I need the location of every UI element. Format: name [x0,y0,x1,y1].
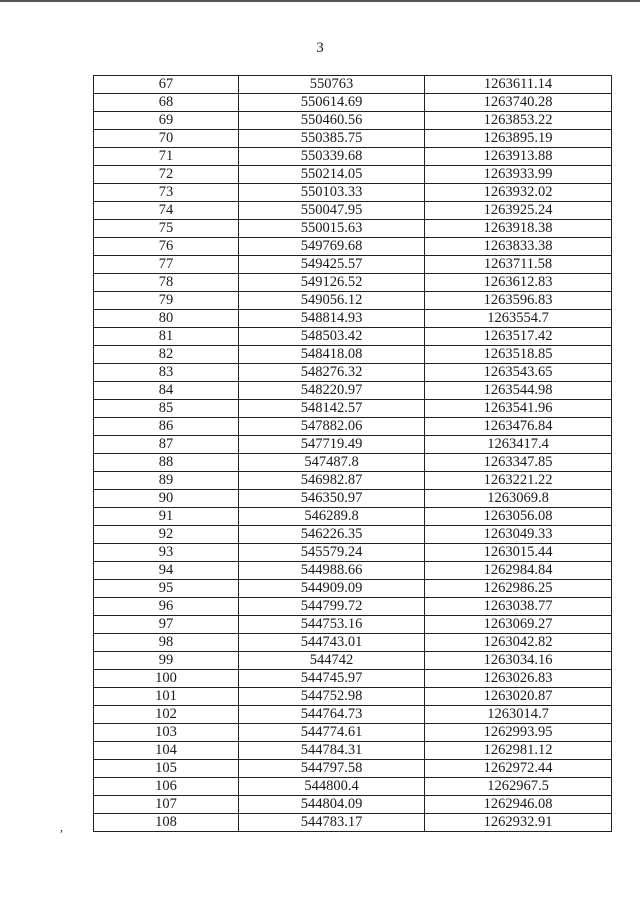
x-coordinate-cell: 544804.09 [239,796,425,814]
point-number-cell: 78 [94,274,239,292]
y-coordinate-cell: 1263833.38 [425,238,612,256]
y-coordinate-cell: 1263015.44 [425,544,612,562]
x-coordinate-cell: 549126.52 [239,274,425,292]
table-row [94,292,612,310]
y-coordinate-cell: 1263069.8 [425,490,612,508]
table-row [94,760,612,778]
x-coordinate-cell: 544800.4 [239,778,425,796]
point-number-cell: 102 [94,706,239,724]
coordinates-table-body [94,76,612,832]
x-coordinate-cell: 544784.31 [239,742,425,760]
table-row [94,796,612,814]
point-number-cell: 72 [94,166,239,184]
top-border-line [0,0,640,2]
x-coordinate-cell: 544753.16 [239,616,425,634]
y-coordinate-cell: 1263913.88 [425,148,612,166]
table-row [94,364,612,382]
table-row [94,256,612,274]
x-coordinate-cell: 544764.73 [239,706,425,724]
y-coordinate-cell: 1263221.22 [425,472,612,490]
point-number-cell: 87 [94,436,239,454]
x-coordinate-cell: 548276.32 [239,364,425,382]
point-number-cell: 76 [94,238,239,256]
y-coordinate-cell: 1263541.96 [425,400,612,418]
point-number-cell: 99 [94,652,239,670]
x-coordinate-cell: 550214.05 [239,166,425,184]
point-number-cell: 85 [94,400,239,418]
table-row [94,400,612,418]
x-coordinate-cell: 546289.8 [239,508,425,526]
y-coordinate-cell: 1263711.58 [425,256,612,274]
table-row [94,616,612,634]
x-coordinate-cell: 547882.06 [239,418,425,436]
x-coordinate-cell: 544752.98 [239,688,425,706]
y-coordinate-cell: 1263417.4 [425,436,612,454]
y-coordinate-cell: 1263543.65 [425,364,612,382]
x-coordinate-cell: 547487.8 [239,454,425,472]
x-coordinate-cell: 550339.68 [239,148,425,166]
point-number-cell: 89 [94,472,239,490]
table-row [94,166,612,184]
point-number-cell: 67 [94,76,239,94]
x-coordinate-cell: 546226.35 [239,526,425,544]
x-coordinate-cell: 548142.57 [239,400,425,418]
y-coordinate-cell: 1262984.84 [425,562,612,580]
y-coordinate-cell: 1263517.42 [425,328,612,346]
x-coordinate-cell: 544783.17 [239,814,425,832]
x-coordinate-cell: 544774.61 [239,724,425,742]
x-coordinate-cell: 544799.72 [239,598,425,616]
x-coordinate-cell: 550015.63 [239,220,425,238]
y-coordinate-cell: 1263014.7 [425,706,612,724]
x-coordinate-cell: 550614.69 [239,94,425,112]
table-row [94,508,612,526]
x-coordinate-cell: 544743.01 [239,634,425,652]
y-coordinate-cell: 1263069.27 [425,616,612,634]
point-number-cell: 70 [94,130,239,148]
y-coordinate-cell: 1262946.08 [425,796,612,814]
table-row [94,328,612,346]
x-coordinate-cell: 544909.09 [239,580,425,598]
x-coordinate-cell: 550763 [239,76,425,94]
table-row [94,724,612,742]
point-number-cell: 69 [94,112,239,130]
y-coordinate-cell: 1263895.19 [425,130,612,148]
point-number-cell: 81 [94,328,239,346]
table-row [94,454,612,472]
point-number-cell: 80 [94,310,239,328]
table-row [94,490,612,508]
point-number-cell: 108 [94,814,239,832]
point-number-cell: 100 [94,670,239,688]
y-coordinate-cell: 1263056.08 [425,508,612,526]
y-coordinate-cell: 1262993.95 [425,724,612,742]
table-row [94,670,612,688]
table-row [94,382,612,400]
y-coordinate-cell: 1263853.22 [425,112,612,130]
table-row [94,472,612,490]
x-coordinate-cell: 547719.49 [239,436,425,454]
y-coordinate-cell: 1263347.85 [425,454,612,472]
table-row [94,94,612,112]
table-row [94,310,612,328]
x-coordinate-cell: 546350.97 [239,490,425,508]
x-coordinate-cell: 544988.66 [239,562,425,580]
table-row [94,238,612,256]
y-coordinate-cell: 1263034.16 [425,652,612,670]
point-number-cell: 68 [94,94,239,112]
y-coordinate-cell: 1263933.99 [425,166,612,184]
table-row [94,346,612,364]
point-number-cell: 93 [94,544,239,562]
point-number-cell: 77 [94,256,239,274]
point-number-cell: 96 [94,598,239,616]
y-coordinate-cell: 1263554.7 [425,310,612,328]
y-coordinate-cell: 1263612.83 [425,274,612,292]
table-row [94,112,612,130]
x-coordinate-cell: 549425.57 [239,256,425,274]
y-coordinate-cell: 1262981.12 [425,742,612,760]
point-number-cell: 86 [94,418,239,436]
y-coordinate-cell: 1263544.98 [425,382,612,400]
table-row [94,742,612,760]
table-row [94,130,612,148]
x-coordinate-cell: 550103.33 [239,184,425,202]
x-coordinate-cell: 545579.24 [239,544,425,562]
point-number-cell: 105 [94,760,239,778]
y-coordinate-cell: 1263740.28 [425,94,612,112]
point-number-cell: 98 [94,634,239,652]
point-number-cell: 79 [94,292,239,310]
table-row [94,526,612,544]
point-number-cell: 95 [94,580,239,598]
x-coordinate-cell: 549056.12 [239,292,425,310]
y-coordinate-cell: 1262986.25 [425,580,612,598]
table-row [94,814,612,832]
y-coordinate-cell: 1262967.5 [425,778,612,796]
table-row [94,562,612,580]
table-row [94,436,612,454]
x-coordinate-cell: 549769.68 [239,238,425,256]
point-number-cell: 71 [94,148,239,166]
table-row [94,778,612,796]
coordinates-table [93,75,612,832]
point-number-cell: 83 [94,364,239,382]
point-number-cell: 90 [94,490,239,508]
y-coordinate-cell: 1263042.82 [425,634,612,652]
point-number-cell: 94 [94,562,239,580]
x-coordinate-cell: 550047.95 [239,202,425,220]
point-number-cell: 73 [94,184,239,202]
table-row [94,220,612,238]
y-coordinate-cell: 1263518.85 [425,346,612,364]
table-row [94,580,612,598]
y-coordinate-cell: 1263918.38 [425,220,612,238]
y-coordinate-cell: 1263026.83 [425,670,612,688]
table-row [94,652,612,670]
table-row [94,688,612,706]
point-number-cell: 84 [94,382,239,400]
table-row [94,76,612,94]
x-coordinate-cell: 546982.87 [239,472,425,490]
y-coordinate-cell: 1263611.14 [425,76,612,94]
x-coordinate-cell: 548503.42 [239,328,425,346]
point-number-cell: 92 [94,526,239,544]
table-row [94,202,612,220]
x-coordinate-cell: 548814.93 [239,310,425,328]
y-coordinate-cell: 1263020.87 [425,688,612,706]
table-row [94,274,612,292]
y-coordinate-cell: 1263038.77 [425,598,612,616]
x-coordinate-cell: 544797.58 [239,760,425,778]
point-number-cell: 103 [94,724,239,742]
x-coordinate-cell: 548418.08 [239,346,425,364]
x-coordinate-cell: 550460.56 [239,112,425,130]
table-row [94,598,612,616]
y-coordinate-cell: 1262932.91 [425,814,612,832]
x-coordinate-cell: 544745.97 [239,670,425,688]
x-coordinate-cell: 548220.97 [239,382,425,400]
table-row [94,544,612,562]
point-number-cell: 101 [94,688,239,706]
point-number-cell: 88 [94,454,239,472]
y-coordinate-cell: 1262972.44 [425,760,612,778]
table-row [94,706,612,724]
table-row [94,184,612,202]
point-number-cell: 74 [94,202,239,220]
table-row [94,148,612,166]
y-coordinate-cell: 1263932.02 [425,184,612,202]
point-number-cell: 107 [94,796,239,814]
y-coordinate-cell: 1263476.84 [425,418,612,436]
table-row [94,418,612,436]
x-coordinate-cell: 550385.75 [239,130,425,148]
point-number-cell: 106 [94,778,239,796]
page-number: 3 [316,40,324,56]
point-number-cell: 97 [94,616,239,634]
y-coordinate-cell: 1263925.24 [425,202,612,220]
y-coordinate-cell: 1263596.83 [425,292,612,310]
x-coordinate-cell: 544742 [239,652,425,670]
point-number-cell: 75 [94,220,239,238]
point-number-cell: 104 [94,742,239,760]
table-row [94,634,612,652]
point-number-cell: 91 [94,508,239,526]
y-coordinate-cell: 1263049.33 [425,526,612,544]
margin-mark: , [60,820,63,834]
point-number-cell: 82 [94,346,239,364]
